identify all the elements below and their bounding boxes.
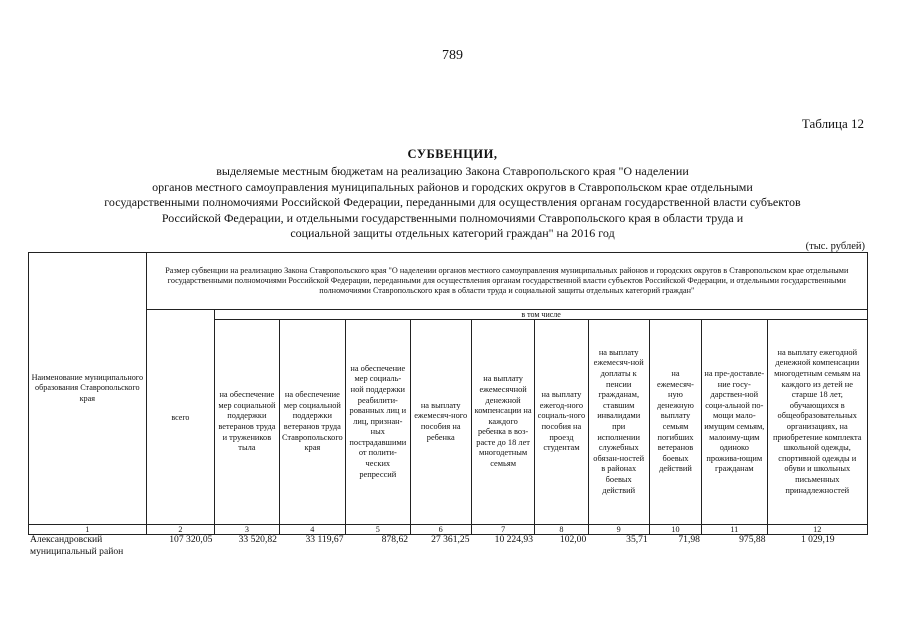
subtitle-line: социальной защиты отдельных категорий граждан" на 2016 год: [290, 226, 615, 240]
column-number: 1: [29, 525, 147, 535]
value-cell: 10 224,93: [494, 534, 534, 545]
column-header: на выплату ежемесячной денежной компенсации на каждого ребенка в воз-расте до 18 лет многодетным семьям: [471, 320, 534, 525]
table-row: [28, 534, 868, 558]
value-cell: 1 029,19: [800, 534, 835, 545]
value-cell: 35,71: [626, 534, 648, 545]
column-header: на выплату ежемесяч-ного пособия на ребенка: [410, 320, 471, 525]
table-label: Таблица 12: [801, 116, 864, 131]
subsidy-table-header: [28, 252, 868, 535]
column-header: на выплату ежегод-ного социаль-ного пособия на проезд студентам: [535, 320, 588, 525]
subsidy-table-body: [28, 534, 868, 558]
column-header: на обеспечение мер социальной поддержки ветеранов труда Ставропольского края: [279, 320, 345, 525]
column-number: 10: [649, 525, 701, 535]
column-number: 12: [767, 525, 867, 535]
column-number: 4: [279, 525, 345, 535]
value-cell: 878,62: [381, 534, 409, 545]
value-cell: 975,88: [739, 534, 766, 545]
units-label: (тыс. рублей): [805, 241, 865, 252]
column-number: 9: [588, 525, 649, 535]
column-number: 3: [215, 525, 279, 535]
column-header: на выплату ежемесяч-ной доплаты к пенсии гражданам, ставшим инвалидами при исполнении служебных обязан-ностей в районах боевых действий: [588, 320, 649, 525]
column-header: на пре-доставле-ние госу-дарствен-ной соци-альной по-мощи мало-имущим семьям, малоиму-щим одиноко прожива-ющим гражданам: [702, 320, 767, 525]
value-cell: 71,98: [678, 534, 700, 545]
column-number: 7: [471, 525, 534, 535]
value-cell: 102,00: [559, 534, 587, 545]
column-number: 5: [346, 525, 410, 535]
column-header: на выплату ежегодной денежной компенсации многодетным семьям на каждого из детей не старше 18 лет, обучающихся в общеобразовательных организациях, на приобретение комплекта школьной одежды, спортивной одежды и обуви и школьных письменных принадлежностей: [767, 320, 867, 525]
column-number-row: [29, 525, 868, 535]
column-number: 6: [410, 525, 471, 535]
column-header: на обеспечение мер социаль-ной поддержки реабилити-рованных лиц и лиц, признан-ных пострадавшими от полити-ческих репрессий: [346, 320, 410, 525]
document-title: СУБВЕНЦИИ,: [407, 147, 498, 161]
column-number: 11: [702, 525, 767, 535]
municipality-name: Александровский муниципальный район: [30, 534, 124, 557]
column-number: 8: [535, 525, 588, 535]
column-header: на ежемесяч-ную денежную выплату семьям погибших ветеранов боевых действий: [649, 320, 701, 525]
value-cell: 107 320,05: [169, 534, 213, 545]
page-number: 789: [442, 48, 463, 63]
subtitle-line: государственными полномочиями Российской Федерации, переданными для осуществления органам государственной власти субъектов: [104, 195, 801, 209]
column-number: 2: [146, 525, 215, 535]
municipality-name-header: Наименование муниципального образования Ставропольского края: [29, 253, 147, 525]
subtitle-line: выделяемые местным бюджетам на реализацию Закона Ставропольского края "О наделении: [216, 164, 689, 178]
column-header: на обеспечение мер социальной поддержки ветеранов труда и тружеников тыла: [215, 320, 279, 525]
document-subtitle: [60, 164, 845, 242]
value-cell: 33 119,67: [305, 534, 344, 545]
subtitle-line: органов местного самоуправления муниципальных районов и городских округов в Ставропольском крае отдельными: [152, 179, 753, 194]
value-cell: 27 361,25: [431, 534, 470, 545]
subtitle-line: Российской Федерации, и отдельными государственными полномочиями Ставропольского края в области труда и: [161, 210, 744, 225]
value-cell: 33 520,82: [238, 534, 277, 545]
subsidy-size-header: Размер субвенции на реализацию Закона Ставропольского края "О наделении органов местного самоуправления муниципальных районов и городских округов в Ставропольском крае отдельными государственными полномочиями Российской Федерации, переданными для осуществления органам государственной власти субъектов Российской Федерации, и отдельными государственными полномочиями Ставропольского края в области труда и социальной защиты отдельных категорий граждан": [146, 253, 867, 310]
including-header: в том числе: [215, 310, 868, 320]
total-header: всего: [146, 310, 215, 525]
